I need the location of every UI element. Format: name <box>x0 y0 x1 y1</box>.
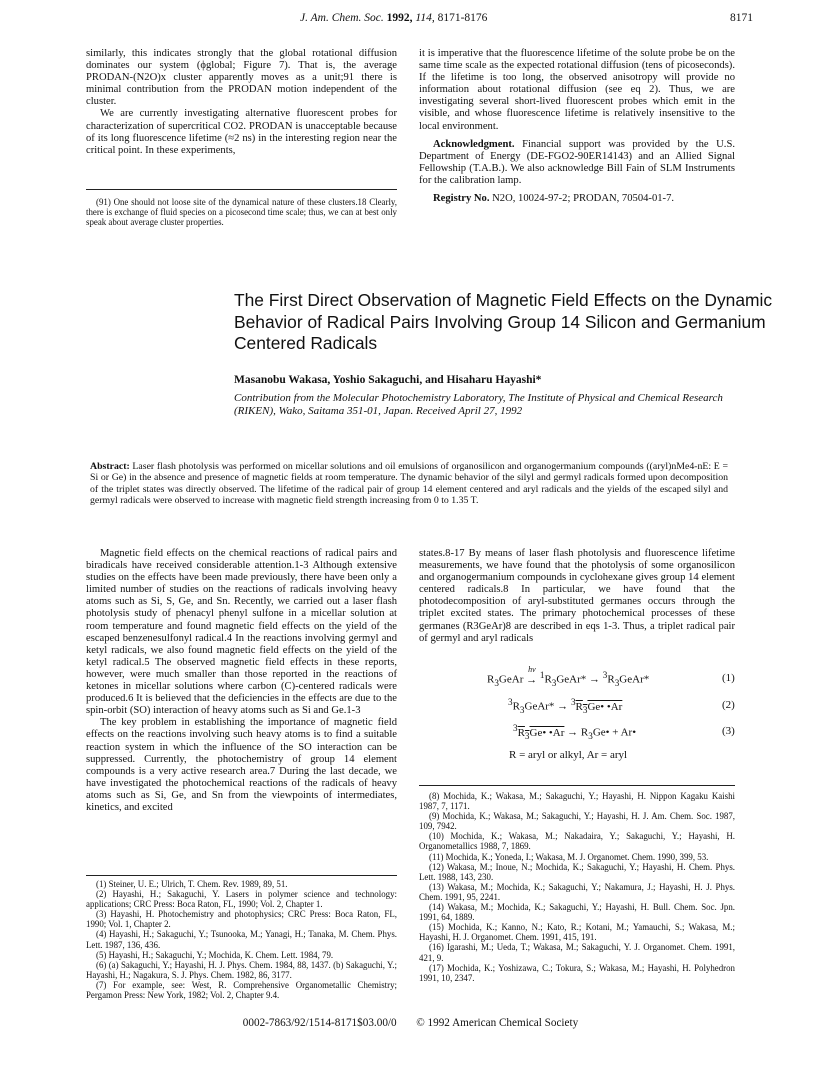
reference-item: (1) Steiner, U. E.; Ulrich, T. Chem. Rev. 1989, 89, 51. <box>96 879 288 889</box>
body-paragraph-1: Magnetic field effects on the chemical reactions of radical pairs and biradicals have received considerable attention.1-3 Although extensive studies on the effects have been made previously, there have been only a limited number of studies on the reactions of radicals involving heavy atoms such as Si, S, Ge, and Sn. Recently, we carried out a laser flash photolysis study of phenacyl phenyl sulfone in a micellar solution at room temperature and found magnetic field effects on the yield of the escaped benzenesulfonyl radical.4 In the reactions involving germyl and ketyl radicals, we also found magnetic field effects on the yield of the ketyl radical.5 The observed magnetic field effects in these reports, however, were much smaller than those reported in the reactions of ketones in micellar solutions where carbon (C)-centered radicals were produced.6 It is believed that the deficiencies in the effects are due to the spin-orbit (SO) interaction of heavy atoms such as Si and Ge.1-3 <box>86 548 397 717</box>
acknowledgment-text: Financial support was provided by the U.S. Department of Energy (DE-FGO2-90ER14143) and an Allied Signal Fellowship (T.A.B.). We also acknowledge Bill Fain of SLM Instruments for the calibration lamp. <box>419 138 735 186</box>
registry-text: N2O, 10024-97-2; PRODAN, 70504-01-7. <box>492 193 675 205</box>
copyright: © 1992 American Chemical Society <box>416 1017 579 1029</box>
abstract-label: Abstract: <box>90 461 130 472</box>
body-right-column <box>419 548 735 645</box>
article-code: 0002-7863/92/1514-8171$03.00/0 <box>242 1017 397 1029</box>
equation-1: $R_3GeAr$ → hν $^1R_3GeAr*$ → $^3R_3GeAr*$ <box>487 664 650 688</box>
footnote-91-text: (91) One should not loose site of the dynamical nature of these clusters.18 Clearly, there is exchange of fluid species on a picosecond time scale; thus, we can at best only speak about average cluster properties. <box>86 197 397 228</box>
article-authors: Masanobu Wakasa, Yoshio Sakaguchi, and Hisaharu Hayashi* <box>234 374 542 386</box>
abstract-text: Laser flash photolysis was performed on micellar solutions and oil emulsions of organosilicon and organogermanium compounds ((aryl)nMe4-nE: E = Si or Ge) in the absence and presence of magnetic fields at room temperature. The dynamic behavior of the silyl and germyl radicals formed upon decomposition of the triplet states was directly observed. The lifetime of the radical pair of group 14 element centered and aryl radicals and the yields of the escaped silyl and germyl radicals were observed to increase with magnetic field strength increasing from 0 to 1.35 T. <box>90 461 728 507</box>
body-paragraph-3: states.8-17 By means of laser flash photolysis and fluorescence lifetime measurements, we have found that the photolysis of some organosilicon and organogermanium compounds in cyclohexane gives group 14 element centered radicals.8 In particular, we have found that the photodecomposition of aryl-substituted germanes occurs through the triplet excited states. The primary photochemical processes of these germanes (R3GeAr)8 are described in eqs 1-3. Thus, a triplet radical pair of germyl and aryl radicals <box>419 548 735 644</box>
prev-article-right-column <box>419 48 735 205</box>
equation-2-number: (2) <box>722 699 735 711</box>
prev-right-paragraph: it is imperative that the fluorescence lifetime of the solute probe be on the same time scale as the expected rotational diffusion (tens of picoseconds). If the lifetime is too long, the observed anisotropy will provide no information about rotational diffusion (see eq 2). Thus, we are investigating several short-lived fluorescent probes which emit in the visible, and whose fluorescence lifetime is relatively insensitive to the local environment. <box>419 48 735 132</box>
reference-item: (5) Hayashi, H.; Sakaguchi, Y.; Mochida, K. Chem. Lett. 1984, 79. <box>96 949 334 960</box>
abstract <box>90 461 728 507</box>
journal-pages: 8171-8176 <box>437 12 488 24</box>
body-left-column <box>86 548 397 814</box>
acknowledgment <box>419 139 735 187</box>
body-paragraph-2: The key problem in establishing the importance of magnetic field effects on the reactions involving such heavy atoms is to find a suitable reaction system in which the influence of the SO interaction can be suppressed. Currently, the photochemistry of group 14 element compounds is a very active research area.7 During the last decade, we have investigated the photochemical reactions of the radicals of heavy atoms such as Si, Ge, and Sn from the viewpoints of intermediates, kinetics, and excited <box>86 717 397 813</box>
reference-item: (14) Wakasa, M.; Mochida, K.; Sakaguchi, Y.; Hayashi, H. Bull. Chem. Soc. Jpn. 1991, 64, 1889. <box>419 902 735 923</box>
reference-item: (13) Wakasa, M.; Mochida, K.; Sakaguchi, Y.; Nakamura, J.; Hayashi, H. J. Phys. Chem. 1991, 95, 2241. <box>419 881 735 902</box>
footnotes-left <box>86 879 397 1000</box>
reference-item: (9) Mochida, K.; Wakasa, M.; Sakaguchi, Y.; Hayashi, H. J. Am. Chem. Soc. 1987, 109, 7942. <box>419 811 735 832</box>
reference-item: (2) Hayashi, H.; Sakaguchi, Y. Lasers in polymer science and technology: applications; CRC Press: Boca Raton, FL, 1990; Vol. 2, Chapter 1. <box>86 889 397 910</box>
article-title: The First Direct Observation of Magnetic Field Effects on the Dynamic Behavior of Radical Pairs Involving Group 14 Silicon and Germanium Centered Radicals <box>234 290 773 354</box>
equation-1-number: (1) <box>722 672 735 684</box>
page-number: 8171 <box>730 12 753 24</box>
reference-item: (6) (a) Sakaguchi, Y.; Hayashi, H. J. Phys. Chem. 1984, 88, 1437. (b) Sakaguchi, Y.; Hayashi, H.; Nagakura, S. J. Phys. Chem. 1982, 86, 3177. <box>86 959 397 980</box>
page-footer <box>0 1017 821 1029</box>
footnote-divider <box>86 189 397 190</box>
prev-article-left-column <box>86 48 397 157</box>
footnote-divider-right <box>419 785 735 786</box>
equation-2: $^3R_3GeAr*$ → $^3R_3Ge•$ •Ar <box>508 697 623 715</box>
reference-item: (16) Igarashi, M.; Ueda, T.; Wakasa, M.; Sakaguchi, Y. J. Organomet. Chem. 1991, 421, 9. <box>419 942 735 963</box>
journal-citation <box>300 12 487 24</box>
footnote-divider-left <box>86 875 397 876</box>
acknowledgment-label: Acknowledgment. <box>433 138 515 150</box>
reference-item: (11) Mochida, K.; Yoneda, I.; Wakasa, M. J. Organomet. Chem. 1990, 399, 53. <box>429 851 709 862</box>
journal-year: 1992, <box>386 12 413 24</box>
journal-volume: 114, <box>415 12 435 24</box>
footnotes-right <box>419 791 735 983</box>
registry-numbers <box>419 193 735 205</box>
prev-paragraph-1: similarly, this indicates strongly that the global rotational diffusion dominates our system (ϕglobal; Figure 7). That is, the average PRODAN-(N2O)x cluster apparently moves as a unit;91 there is minimal contribution from the PRODAN motion independent of the cluster. <box>86 48 397 108</box>
reference-item: (15) Mochida, K.; Kanno, N.; Kato, R.; Kotani, M.; Yamauchi, S.; Wakasa, M.; Hayashi, H. J. Organomet. Chem. 1991, 415, 191. <box>419 922 735 943</box>
reference-item: (12) Wakasa, M.; Inoue, N.; Mochida, K.; Sakaguchi, Y.; Hayashi, H. Chem. Phys. Lett. 1988, 143, 230. <box>419 861 735 882</box>
equation-legend: R = aryl or alkyl, Ar = aryl <box>509 749 628 761</box>
prev-footnote-91 <box>86 197 397 227</box>
registry-label: Registry No. <box>433 193 490 205</box>
article-affiliation: Contribution from the Molecular Photochemistry Laboratory, The Institute of Physical and Chemical Research (RIKEN), Wako, Saitama 351-01, Japan. Received April 27, 1992 <box>234 392 723 417</box>
prev-paragraph-2: We are currently investigating alternative fluorescent probes for characterization of supercritical CO2. PRODAN is unacceptable because of its long fluorescence lifetime (≈2 ns) in the interesting region near the critical point. In these experiments, <box>86 108 397 156</box>
reference-item: (8) Mochida, K.; Wakasa, M.; Sakaguchi, Y.; Hayashi, H. Nippon Kagaku Kaishi 1987, 7, 1171. <box>419 791 735 812</box>
reference-item: (17) Mochida, K.; Yoshizawa, C.; Tokura, S.; Wakasa, M.; Hayashi, H. Polyhedron 1991, 10, 2347. <box>419 962 735 983</box>
reference-item: (3) Hayashi, H. Photochemistry and photophysics; CRC Press: Boca Raton, FL, 1990; Vol. 1, Chapter 2. <box>86 909 397 930</box>
equation-3-number: (3) <box>722 725 735 737</box>
reference-item: (4) Hayashi, H.; Sakaguchi, Y.; Tsunooka, M.; Yanagi, H.; Tanaka, M. Chem. Phys. Lett. 1987, 136, 436. <box>86 929 397 950</box>
reference-item: (10) Mochida, K.; Wakasa, M.; Nakadaira, Y.; Sakaguchi, Y.; Hayashi, H. Organometallics 1988, 7, 1869. <box>419 831 735 852</box>
reference-item: (7) For example, see: West, R. Comprehensive Organometallic Chemistry; Pergamon Press: New York, 1982; Vol. 2, Chapter 9.4. <box>86 979 397 1001</box>
journal-name: J. Am. Chem. Soc. <box>300 12 384 24</box>
equation-3: $^3R_3Ge•$ •Ar → $R_3Ge•$ + Ar• <box>513 723 637 741</box>
